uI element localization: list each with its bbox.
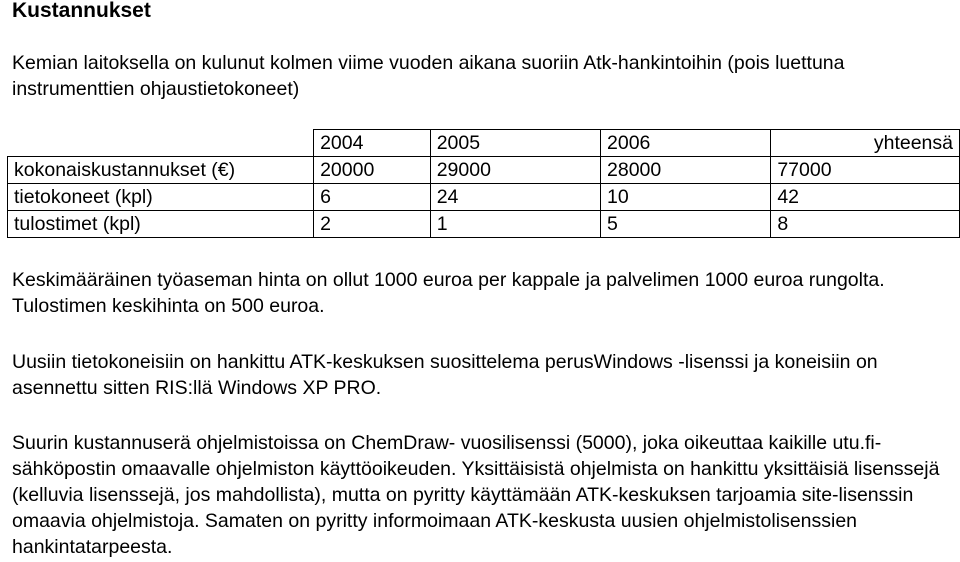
table-cell: 6 bbox=[314, 184, 431, 211]
prices-paragraph: Keskimääräinen työaseman hinta on ollut 1000 euroa per kappale ja palvelimen 1000 euroa rungolta. Tulostimen keskihinta on 500 euroa. bbox=[12, 269, 885, 317]
table-cell: 5 bbox=[601, 211, 771, 238]
table-header-row bbox=[8, 130, 960, 157]
windows-license-paragraph: Uusiin tietokoneisiin on hankittu ATK-keskuksen suosittelema perusWindows -lisenssi ja koneisiin on asennettu sitten RIS:llä Windows XP PRO. bbox=[12, 351, 878, 399]
table-cell: 10 bbox=[601, 184, 771, 211]
page-heading: Kustannukset bbox=[12, 0, 151, 22]
table-header-cell: 2005 bbox=[430, 130, 600, 157]
table-row bbox=[8, 184, 960, 211]
table-cell: kokonaiskustannukset (€) bbox=[8, 157, 314, 184]
table-cell: 29000 bbox=[430, 157, 600, 184]
table-cell: 8 bbox=[771, 211, 960, 238]
table-cell: tulostimet (kpl) bbox=[8, 211, 314, 238]
table-cell: tietokoneet (kpl) bbox=[8, 184, 314, 211]
table-row bbox=[8, 157, 960, 184]
table-row bbox=[8, 211, 960, 238]
intro-paragraph: Kemian laitoksella on kulunut kolmen viime vuoden aikana suoriin Atk-hankintoihin (pois luettuna instrumenttien ohjaustietokoneet) bbox=[12, 52, 845, 100]
table-cell: 1 bbox=[430, 211, 600, 238]
table-header-cell: 2004 bbox=[314, 130, 431, 157]
table-header-cell bbox=[8, 130, 314, 157]
table-cell: 28000 bbox=[601, 157, 771, 184]
table-cell: 20000 bbox=[314, 157, 431, 184]
table-cell: 42 bbox=[771, 184, 960, 211]
table-cell: 2 bbox=[314, 211, 431, 238]
software-costs-paragraph: Suurin kustannuserä ohjelmistoissa on ChemDraw- vuosilisenssi (5000), joka oikeuttaa kaikille utu.fi-sähköpostin omaavalle ohjelmiston käyttöoikeuden. Yksittäisistä ohjelmista on hankittu yksittäisiä lisenssejä (kelluvia lisenssejä, jos mahdollista), mutta on pyritty käyttämään ATK-keskuksen tarjoamia site-lisenssin omaavia ohjelmistoja. Samaten on pyritty informoimaan ATK-keskusta uusien ohjelmistolisenssien hankintatarpeesta. bbox=[12, 432, 940, 558]
table-header-cell: 2006 bbox=[601, 130, 771, 157]
table-cell: 24 bbox=[430, 184, 600, 211]
table-cell: 77000 bbox=[771, 157, 960, 184]
cost-table bbox=[7, 129, 960, 238]
table-header-cell: yhteensä bbox=[771, 130, 960, 157]
